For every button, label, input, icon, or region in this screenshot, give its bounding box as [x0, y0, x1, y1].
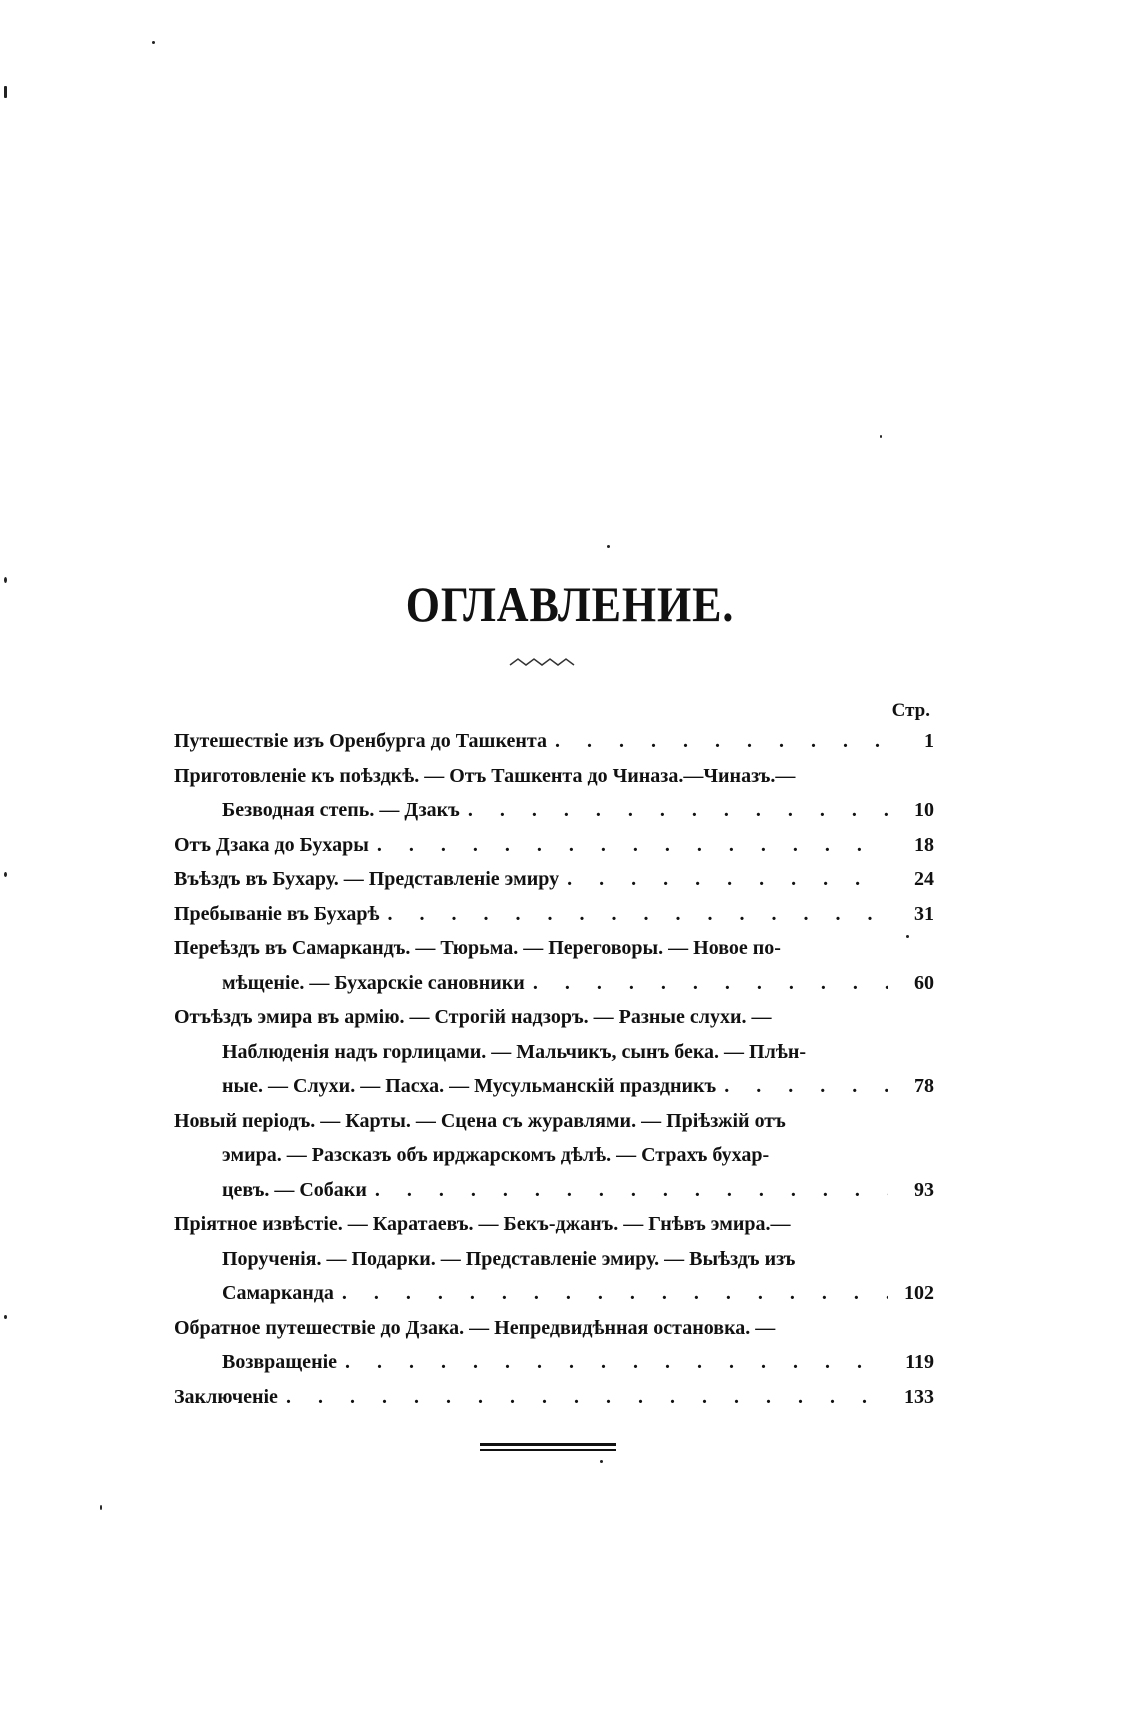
dot-leader [724, 1069, 888, 1104]
dot-leader [533, 966, 888, 1001]
toc-entry-line [174, 897, 934, 932]
toc-entry-line [174, 1276, 934, 1311]
toc-entry [174, 1104, 934, 1208]
toc-entry-text: Порученія. — Подарки. — Представленіе эмиру. — Выѣздъ изъ [222, 1247, 796, 1270]
toc-page-number: 78 [914, 1075, 934, 1097]
scan-speck [607, 545, 610, 548]
toc-entry-text: Заключеніе [174, 1385, 278, 1408]
toc-entry-line [174, 966, 934, 1001]
toc-entry [174, 724, 934, 759]
dot-leader [567, 862, 888, 897]
toc-entry-line [174, 1242, 934, 1277]
toc-entries [174, 724, 934, 1414]
toc-entry-text: Новый періодъ. — Карты. — Сцена съ журавлями. — Пріѣзжій отъ [174, 1109, 786, 1132]
scan-speck [906, 935, 909, 938]
toc-entry [174, 828, 934, 863]
toc-entry-line [174, 1138, 934, 1173]
toc-page-number: 31 [914, 902, 934, 925]
dot-leader [342, 1276, 888, 1311]
toc-entry-text: Самарканда [222, 1282, 334, 1304]
dot-leader [468, 793, 888, 828]
dot-leader [555, 724, 888, 759]
dot-leader [377, 828, 888, 863]
toc-entry-text: Переѣздъ въ Самаркандъ. — Тюрьма. — Переговоры. — Новое по- [174, 937, 781, 959]
page-title: ОГЛАВЛЕНИЕ. [405, 576, 735, 632]
toc-entry-line [174, 1207, 934, 1242]
toc-entry-text: Отъѣздъ эмира въ армію. — Строгій надзоръ. — Разные слухи. — [174, 1006, 772, 1028]
toc-entry-text: Приготовленіе къ поѣздкѣ. — Отъ Ташкента до Чиназа.—Чиназъ.— [174, 764, 796, 787]
toc-entry-text: Въѣздъ въ Бухару. — Представленіе эмиру [174, 868, 560, 890]
toc-entry-line [174, 759, 934, 794]
toc-entry [174, 931, 934, 1000]
toc-page-number: 60 [914, 971, 934, 994]
toc-entry-text: эмира. — Разсказъ объ ирджарскомъ дѣлѣ. — Страхъ бухар- [222, 1144, 770, 1166]
toc-page-number: 18 [914, 833, 934, 856]
page-column-label: Стр. [891, 700, 930, 721]
toc-entry-line [174, 828, 934, 863]
toc-entry-text: Путешествіе изъ Оренбурга до Ташкента [174, 730, 547, 752]
toc-page-number: 10 [914, 799, 934, 821]
toc-entry-text: Пребываніе въ Бухарѣ [174, 902, 380, 925]
dot-leader [286, 1380, 888, 1415]
toc-entry-line [174, 931, 934, 966]
toc-entry-line [174, 1104, 934, 1139]
toc-entry-text: Безводная степь. — Дзакъ [222, 799, 460, 821]
toc-entry [174, 759, 934, 828]
dot-leader [387, 897, 888, 932]
toc-entry [174, 897, 934, 932]
toc-entry-text: мѣщеніе. — Бухарскіе сановники [222, 971, 525, 994]
closing-rule [480, 1443, 616, 1451]
toc-page-number: 102 [904, 1282, 934, 1304]
toc-entry-text: цевъ. — Собаки [222, 1178, 367, 1201]
toc-entry-line [174, 1173, 934, 1208]
toc-entry-text: Отъ Дзака до Бухары [174, 833, 369, 856]
toc-entry [174, 1000, 934, 1104]
toc-entry-line [174, 1035, 934, 1070]
toc-entry-text: ные. — Слухи. — Пасха. — Мусульманскій праздникъ [222, 1075, 717, 1097]
toc-entry-text: Пріятное извѣстіе. — Каратаевъ. — Бекъ-джанъ. — Гнѣвъ эмира.— [174, 1213, 791, 1235]
toc-entry-line [174, 1311, 934, 1346]
toc-entry-line [174, 793, 934, 828]
table-of-contents [174, 700, 934, 1414]
toc-page-number: 93 [914, 1178, 934, 1201]
title-ornament [500, 655, 590, 671]
toc-entry [174, 1207, 934, 1311]
toc-entry-line [174, 862, 934, 897]
toc-page-number: 133 [904, 1385, 934, 1408]
scan-speck [4, 86, 7, 98]
toc-entry-text: Обратное путешествіе до Дзака. — Непредвидѣнная остановка. — [174, 1316, 776, 1339]
toc-entry [174, 1380, 934, 1415]
scan-speck [152, 41, 155, 44]
toc-entry-text: Возвращеніе [222, 1351, 338, 1373]
toc-entry-line [174, 1069, 934, 1104]
toc-page-number: 119 [905, 1351, 934, 1373]
toc-entry-line [174, 1345, 934, 1380]
dot-leader [375, 1173, 888, 1208]
dot-leader [345, 1345, 888, 1380]
toc-entry [174, 862, 934, 897]
toc-entry-line [174, 1000, 934, 1035]
scan-speck [4, 577, 7, 583]
toc-entry-line [174, 1380, 934, 1415]
scan-speck [4, 872, 7, 877]
scan-speck [600, 1460, 603, 1463]
toc-entry-text: Наблюденія надъ горлицами. — Мальчикъ, сынъ бека. — Плѣн- [222, 1040, 807, 1063]
toc-page-number: 24 [914, 868, 934, 890]
scan-speck [100, 1505, 102, 1510]
toc-entry-line [174, 724, 934, 759]
toc-page-number: 1 [924, 730, 934, 752]
toc-entry [174, 1311, 934, 1380]
scan-speck [4, 1315, 7, 1319]
scan-speck [880, 435, 882, 438]
